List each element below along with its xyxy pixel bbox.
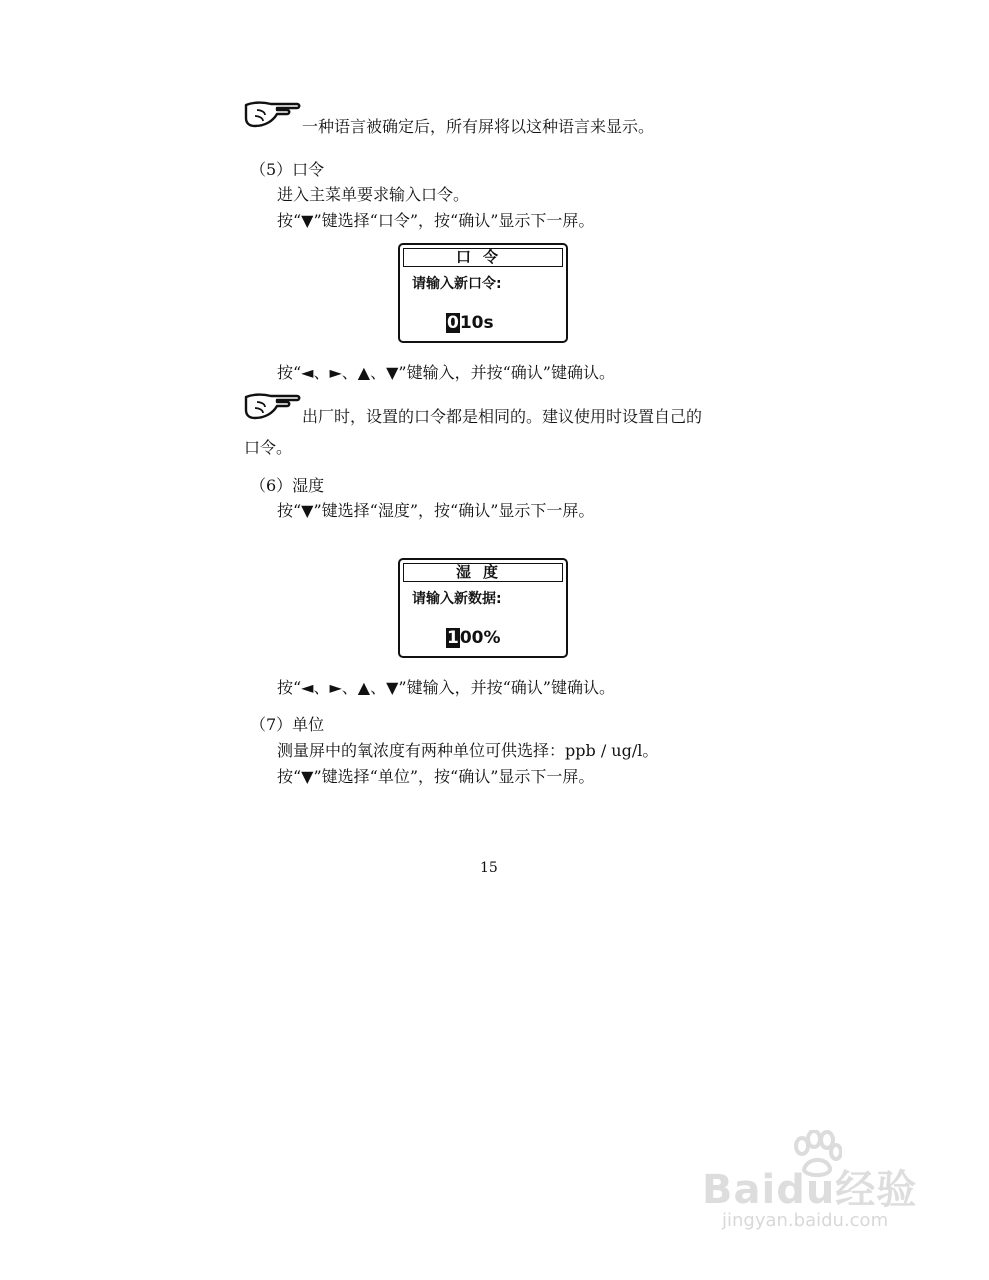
lcd-value (446, 313, 494, 333)
note-text: 口令。 (244, 438, 293, 457)
paragraph: 按“◄、►、▲、▼”键输入，并按“确认”键确认。 (277, 363, 615, 382)
section-heading: （5）口令 (250, 160, 325, 179)
lcd-value (446, 628, 501, 648)
lcd-title: 口令 (403, 248, 563, 267)
lcd-screen-humidity (398, 558, 568, 658)
lcd-value-rest: 10s (459, 313, 494, 333)
lcd-prompt: 请输入新口令: (412, 276, 502, 292)
page-number: 15 (480, 860, 498, 876)
paragraph: 按“▼”键选择“湿度”，按“确认”显示下一屏。 (277, 501, 595, 520)
lcd-cursor: 1 (447, 628, 459, 648)
paragraph: 按“▼”键选择“口令”，按“确认”显示下一屏。 (277, 211, 595, 230)
lcd-prompt: 请输入新数据: (412, 591, 502, 607)
pointing-hand-icon (243, 99, 301, 129)
lcd-title: 湿度 (403, 563, 563, 582)
note-text: 一种语言被确定后，所有屏将以这种语言来显示。 (302, 117, 655, 136)
paragraph: 进入主菜单要求输入口令。 (277, 185, 470, 204)
lcd-cursor: 0 (447, 313, 459, 333)
lcd-value-rest: 00% (459, 628, 501, 648)
watermark-brand: Baidu经验 (702, 1167, 918, 1213)
note-text: 出厂时，设置的口令都是相同的。建议使用时设置自己的 (302, 407, 703, 426)
paragraph: 按“▼”键选择“单位”，按“确认”显示下一屏。 (277, 767, 595, 786)
section-heading: （7）单位 (250, 715, 325, 734)
section-heading: （6）湿度 (250, 476, 325, 495)
lcd-screen-password (398, 243, 568, 343)
paragraph: 按“◄、►、▲、▼”键输入，并按“确认”键确认。 (277, 678, 615, 697)
watermark-url: jingyan.baidu.com (722, 1210, 889, 1231)
paragraph: 测量屏中的氧浓度有两种单位可供选择：ppb / ug/l。 (277, 741, 659, 760)
pointing-hand-icon (243, 391, 301, 421)
baidu-watermark (700, 1130, 940, 1240)
